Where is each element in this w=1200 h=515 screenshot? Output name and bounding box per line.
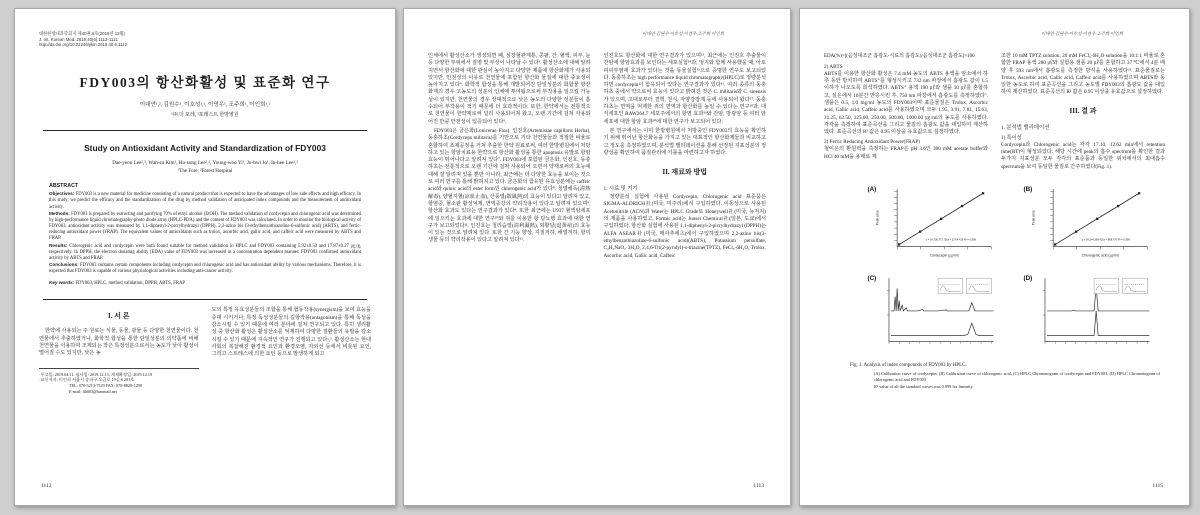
figure-caption-title: Fig. 1. Analysis of index compounds of FDY003 by HPLC. (850, 362, 967, 368)
journal-citation-line: J. Int. Korean Med. 2019;40(6):1112-1121 (39, 36, 119, 42)
y-axis-label-a: Peak area (875, 210, 880, 226)
page-1115 (799, 8, 1190, 506)
left-column (39, 307, 199, 394)
conclusions-text: FDY003 contains certain components including cordycepin and chlorogenic acid and has antioxidant ability by various mechanisms. Therefore, it is expected that FDY003 is capable of various physiological activities including anti-cancer activity. (49, 262, 362, 275)
results-label: Results: (49, 242, 68, 248)
abstract-block (49, 183, 361, 287)
figure-caption-panels: (A) Calibration curve of cordycepin, (B) Calibration curve of chlorogenic acid, (C) HPLC Chromatogram of cordycepin and FDY003, (D) HPLC Chromatogram of chlorogenic acid and FDY003 (874, 370, 1160, 382)
footnote-tel-fax: TEL: 070-5213-7529 FAX: 070-8829-1299 (69, 383, 142, 389)
divider-rule-bottom (43, 299, 367, 300)
page-number: 1115 (1152, 483, 1163, 489)
page-number: 1113 (753, 483, 764, 489)
eda-formula: EDA(%)=[(음성대조군 흡광도-시료의 흡광도)/음성대조군 흡광도]×100 (824, 54, 975, 59)
objectives-label: Objectives: (49, 191, 75, 197)
journal-masthead (39, 31, 371, 48)
paragraph: 도의 특정 유효성분들의 조합을 통해 협동작용(synergism)을 보여 효능을 증대 시키거나, 특정 독성성분들의 길항작용(antagonism)을 통해 독성을 감소시킬 수 있기 때문에 여러 분야에 걸쳐 연구되고 있다. 특히 생리활성 중 항산화 활성은 활성산소를 억제하여 다양한 질환들의 유발을 감소시킬 수 있기 때문에 지속적인 연구가 진행되고 있다¹,². 활성산소는 현대사회의 복잡해진 환경적 요인과 환경오염, 자외선 등에서 비롯된 요인, 그리고 스트레스에 의한 요인 등으로 발생하게 되고 (211, 307, 371, 358)
journal-title-line: 대한한방내과학회지 제40권 6호(2019년 12월) (39, 31, 126, 36)
doi-link[interactable]: http://dx.doi.org/10.22246/jikm.2019.40.6.1112 (39, 42, 127, 48)
paragraph: 본 연구에서는 이미 한방병원에서 처방중인 FDY003의 효능을 확인하기 위해 뛰어난 항산화능을 가지고 있는 대표적인 항산화제들과 비교하고 그 정도를 측정하였으며, 분석법 밸리데이션을 통해 선정된 지표성분의 정량성을 확인하여 품질관리에 기틀을 마련하고자 하였다. (603, 127, 766, 156)
body-columns (39, 307, 371, 394)
keywords-line (49, 280, 361, 287)
section-heading-results: III. 결 과 (1069, 106, 1097, 115)
figure-1-panels (858, 181, 1165, 358)
figure-caption-r2: R² value of all the standard curves was 0.999 for linearity. (874, 384, 974, 390)
footnote-block (39, 368, 199, 395)
chromatogram-cordycepin (858, 270, 1010, 358)
abstract-objectives (49, 191, 361, 210)
running-head-authors: 이대연·김원수·이호성·이영우·조주희·이인희 (642, 31, 724, 36)
keywords-text: FDY003, HPLC, method validation, DPPH, ABTS, FRAP (75, 281, 185, 287)
figure-1-caption (850, 363, 1160, 390)
calibration-chart-chlorogenic-acid (1014, 181, 1166, 269)
body-columns (428, 53, 766, 262)
section-heading-materials-methods: II. 재료와 방법 (662, 168, 707, 177)
subsection-heading-abts: 2) ABTS (824, 63, 843, 70)
section-heading-introduction: I. 서 론 (108, 312, 130, 321)
authors-english: Dae-yeon Lee¹,², Wan-su Kim¹, Ho-sung Lee¹,², Young-woo Yi¹, Ju-hwi Jo¹, In-hee Lee¹,² (112, 160, 298, 167)
subsection-heading-validation: 1. 분석법 밸리데이션 (1001, 124, 1050, 131)
conclusions-label: Conclusions: (49, 261, 79, 267)
x-axis-label-a: Cordycepin (㎍/ml) (929, 253, 959, 258)
page-number: 1112 (41, 483, 52, 489)
footnote-corresponding-author: ·교신저자: 이인희 서울시 송파구 오금로 19길 6 201호 (39, 377, 135, 383)
right-column (604, 53, 767, 262)
subsection-heading-samples: 1. 시료 및 기기 (603, 186, 638, 193)
paragraph: 조한 10 mM TPTZ solution, 20 mM FeCl₃·6H₂O solution을 10:1:1 비율로 혼합한 FRAP 용액 280 ㎕와 실험용 샘플 20 ㎕를 혼합하고 37 ℃에서 4분 배양 후 593 nm에서 흡광도를 측정한 방식을 사용하였다²². 표준물질로는 Trolox, Ascorbic acid, Gallic acid, Caffeic acid를 사용하였으며 ABTS와 동일한 농도로 하여 표준곡선을 그리고 농도별 FDY003의 흡광도 값을 대입하여 계산하였다. 표준곡선의 R² 값은 0.95 이상을 유효값으로 설정하였다. (1001, 53, 1165, 96)
methods-text: FDY003 is prepared by extracting and purifying 70% of ethyl alcohol (EtOH). The method validation of cordycepin and chlorogenic acid was determined by high-performance liquid chromatography-photo diode array (HPLC-PDA) and the content of FDY003 was calculated. In order to monitor the biological activity of FDY003, antioxidant activity was measured by 1,1-diphenyl-2-picrylhydrazyl (DPPH), 2,2-azino bis (3-ethylbenzothiazoline-6-sulfonic acid) (ABTS), and ferric-reducing antioxidant power (FRAP). The equivalent values of antioxidants such as trolox, ascorbic acid, gallic acid, and caffeic acid were measured by ABTS and FRAP. (49, 211, 362, 242)
article-title-korean: FDY003의 항산화활성 및 표준화 연구 (79, 75, 331, 91)
panel-label-c: (C) (867, 275, 877, 283)
subsection-heading-frap: 3) Ferric Reducing Antioxidant Power(FRAP) (824, 139, 920, 146)
panel-label-a: (A) (867, 186, 877, 194)
paragraph: 정량분석 실험에 사용된 Cordycepin, Chlorogenic acid 표준품은 SIGMA-ALDRICH社(미국, 미주리)에서 구입하였다. 이동상으로 사용된 Acetonitrile (ACN)과 Water는 HPLC Grade로 Honeywell社(미국, 뉴저지)의 제품을 사용하였고, Formic acid는 Junsei Chemical社(일본, 도쿄)에서 구입하였다. 항산화 실험에 사용된 1,1-diphenyl-2-picrylhydrazyl (DPPH)는 ALFA ASEAR社(미국, 매사추세츠)에서 구입하였으며 2,2-azino bis(3-ethylbenzothiazoline-6-sulfonic acid)(ABTS), Potassium persulfate, C₂H₃NaO₂·3H₂O, 2,4,6-Tri(2-pyridyl)-s-triazine(TPTZ), FeCl₃·6H₂O, Trolox, Ascorbic acid, Gallic acid, Caffeic (603, 194, 766, 259)
paragraph: ABTS를 이용한 항산화 활성은 7.4 mM 농도의 ABTS 용액을 암소에서 하루 동안 방치하여 ABTS⁺를 형성시키고 732 nm 파장에서 흡광도 값이 1.5 이하가 나오도록 희석하였다. ABTS⁺ 용액 190 ㎕와 샘플 10 ㎕를 혼합하고, 실온에서 10분간 반응시킨 후, 750 nm 파장에서 흡광도를 측정하였다⁷. 샘플은 0.5, 1.0 mg/ml 농도의 FDY003이며 표준물질은 Trolox, Ascorbic acid, Gallic acid, Caffeic acid를 사용하였으며 모두 1.95, 3.91, 7.81, 15.63, 31.25, 62.50, 125.00, 250.00, 500.00, 1000.00 ㎍/ml의 농도를 사용하였다. 각각을 측정하여 표준곡선을 그리고 물질의 흡광도 값을 대입하여 계산하였다. 표준곡선의 R² 값은 0.95 이상을 유효값으로 설정하였다. (824, 70, 988, 136)
paragraph: 인체에서 활성산소가 생성되면 폐, 심장혈관계통, 콩팥, 간, 혈액, 피부, 눈 등 다양한 부위에서 질병 및 부상이 나타날 수 있다³. 활성산소에 대해 알려지면서 항산화에 대한 관심이 높아지고 다양한 제품에 항산화제가 사용되었지만, 안전성의 이유로 천연물에 포함된 항산화 물질에 대한 중요성이 높아지고 있다⁴. 화학적 합성을 통해 개발되어진 단일성분의 화합물 항산화제의 경우 고농도의 성분이 인체에 투여됨으로써 부작용을 일으킬 가능성이 있지만, 천연물의 경우 상대적으로 낮은 농도의 다양한 성분들이 흡수되어 부작용이 적기 때문에 더 효과적이다. 또한, 한약에서는 전통적으로 천연물이 한약재로써 널리 사용되어져 왔고, 오랜 기간에 걸쳐 사용되어진 만큼 안전성이 입증되어 있다⁵. (428, 53, 591, 125)
running-head-authors: 이대연·김원수·이호성·이영우·조주희·이인희 (1041, 31, 1123, 36)
calibration-chart-cordycepin (858, 181, 1010, 269)
page-1113 (403, 8, 791, 506)
left-column (428, 53, 591, 262)
subsection-heading-specificity: 1) 특이성 (1001, 134, 1022, 141)
abstract-conclusions (49, 262, 361, 275)
footnote-email[interactable]: E-mail: lih003@hanmail.net (69, 389, 117, 395)
body-columns (824, 53, 1165, 173)
divider-rule-top (43, 130, 367, 131)
chromatogram-chlorogenic-acid (1014, 270, 1166, 358)
article-title-english: Study on Antioxidant Activity and Standardization of FDY003 (84, 143, 326, 154)
right-column (212, 307, 372, 394)
regression-equation-b: y = 54,244,399.425x + 868.776 R² = 0.999 (1081, 238, 1130, 242)
x-axis-label-b: Chlorogenic acid (㎍/ml) (1081, 253, 1119, 258)
paragraph: Cordycepin과 Chlorogenic acid는 각각 17.10, 12.62 min에서 retention time(RT)이 형성되었다. 해당 시간에 peak의 흡수 spectrum을 확인한 결과 두가지 지표성분 모두 각각의 표준품과 동일한 위치에서의 최대흡수 spectrum을 보여 동일한 물질로 간주하였다(Fig. 1). (1001, 141, 1165, 170)
panel-label-b: (B) (1023, 186, 1033, 194)
affiliations-korean: ¹㈜ 더 포레, ²포레스트 한방병원 (171, 113, 239, 119)
footnote-dates: ·투고일: 2019.04.11, 심사일: 2019.12.13, 게재확정일: 2019.12.19 (39, 371, 153, 377)
objectives-text: FDY003 is a new material for medicine consisting of a natural product that is expected to have the advantages of low side effects and high efficacy. In this study, we predict the efficacy and the standardization of the drug by method validation of anticipated index compounds and the measurement of antioxidant activity. (49, 192, 361, 210)
affiliations-english: ¹The Fore, ²Forest Hospital (177, 169, 233, 175)
keywords-label: Key words: (49, 280, 75, 286)
right-column (1001, 53, 1165, 173)
regression-equation-a: y = 14,736,771.735x + 5,764.419 R² = 0.999 (925, 238, 976, 242)
y-axis-label-b: Peak area (1031, 210, 1036, 226)
left-column (824, 53, 988, 173)
results-text: Chlorogenic acid and cordycepin were both found suitable for method validation in HPLC and FDY003 containing 5.92±0.50 and 17.87±0.27 ㎍/g, respectively. In DPPH, the electron donating ability (EDA) value of FDY003 was increased in a concentration dependent manner. FDY003 confirmed antioxidant activity by ABTS and FRAP. (49, 243, 361, 261)
authors-korean: 이대연¹,², 김원수¹, 이호성¹,², 이영우¹, 조주희¹, 이인희¹,² (139, 102, 271, 109)
page-1112 (14, 8, 396, 506)
paragraph: 한약에 사용되는 주 원료는 식물, 동물, 광물 등 다양한 천연물이다. 천연물에서 추출하였거나, 화학적 합성을 통한 단일성분의 의약품에 비해 천연물을 이용하여 조제되는 작은 특정성분으로서는 농도가 낮아 활성이 떨어질 수도 있지만, 낮은 농 (39, 328, 199, 357)
methods-label: Methods: (49, 210, 70, 216)
panel-label-d: (D) (1023, 275, 1033, 283)
paragraph: FDY003은 금은화(Lonicerae Flos), 인진호(Artemisiae capillaris Herba), 동충하초(Cordyceps militaris)를 기반으로 기타 천연물들과 적절한 비율로 혼합하여 조제공정을 거쳐 추출한 한약 원료로써, 여러 한방병원에서 처방하고 있는 항암치료용 한약으로 항산화 활성을 통한 apoptosis 유발로 항암 효능이 뛰어나다고 알려져 있다⁷. FDY003에 포함된 금은화, 인진호, 동충하초는 전통적으로 오랜 기간에 걸쳐 사용되어 오면서 약재로써의 효능에 대해 잘 알려져 있을 뿐만 아니라, 최근에는 더 다양한 효능을 보이는 것으로 여러 연구를 통해 밝혀지고 있다. 금은화의 함유된 유효성분에는 caffeic acid와 quinic acid의 ester form인 chlorogenic acid가 있다⁸. 청열해독(淸熱解毒), 양혈지혈(凉血止血), 산풍열(散風熱)의 효능이 있다고 알려져 있고, 항염증, 혈소판 활성억제, 면역증강의 약리작용이 있다고 알려져 있으며⁹, 항산화 효과도 있다는 연구결과가 있다⁸. 또한 최근에는 U937 혈액암세포에 일으키는 효과에 대한 연구¹⁰와 쥐를 이용한 항 당뇨병 효과에 대한 연구가 보고되었다¹¹. 인진호는 청리습열(淸利濕熱), 퇴황달(退黃疸)의 효능이 있는 것으로 알려져 있다. 또한 간 기능 향상, 지질저하, 해열저하, 항미생물 등의 약리작용이 있다고 알려져 있다¹². (428, 127, 591, 244)
abstract-methods (49, 211, 361, 243)
abstract-heading: ABSTRACT (49, 183, 79, 190)
paragraph: 인진호도 항산화에 대한 연구결과가 있으며¹³, 최근에는 인진호 추출물이 간암에 항암효과를 보인다는 세포실험¹⁴과, 엉지와 함께 사용했을 때, 아토피피부염에 효과가 있다는 것을 동물실험¹⁵으로 증명한 연구도 보고되었다. 동충하초는 high performance liquid chromatography(HPLC)로 정량분석하면 cordycepin이 함유되어 있다는 연구결과가 있다¹⁶. 여러 종류의 동충하초 중에서 약으로써 효능이 있다고 밝혀진 것은 C. militaris와 C. sinensis가 있으며, 고대로부터 결핵, 천식, 자양강장제 등에 사용되어 왔다¹⁷. 동충하초는 면역을 억제한 쥐의 면역과 항산화를 높일 수 있다는 연구¹⁸과, 대식세포인 RAW264.7 세포주에서의 항염 효과¹⁹와 간암, 방광암 등 여러 암세포에 대한 항암 효과²⁰에 대한 연구가 보고되어 있다. (603, 53, 766, 125)
paragraph: 철이온의 환원력을 측정하는 FRAP은 pH 3.6인 300 mM acetate buffer와 HCl 40 mM을 용매로 제 (824, 146, 988, 160)
abstract-results (49, 243, 361, 262)
